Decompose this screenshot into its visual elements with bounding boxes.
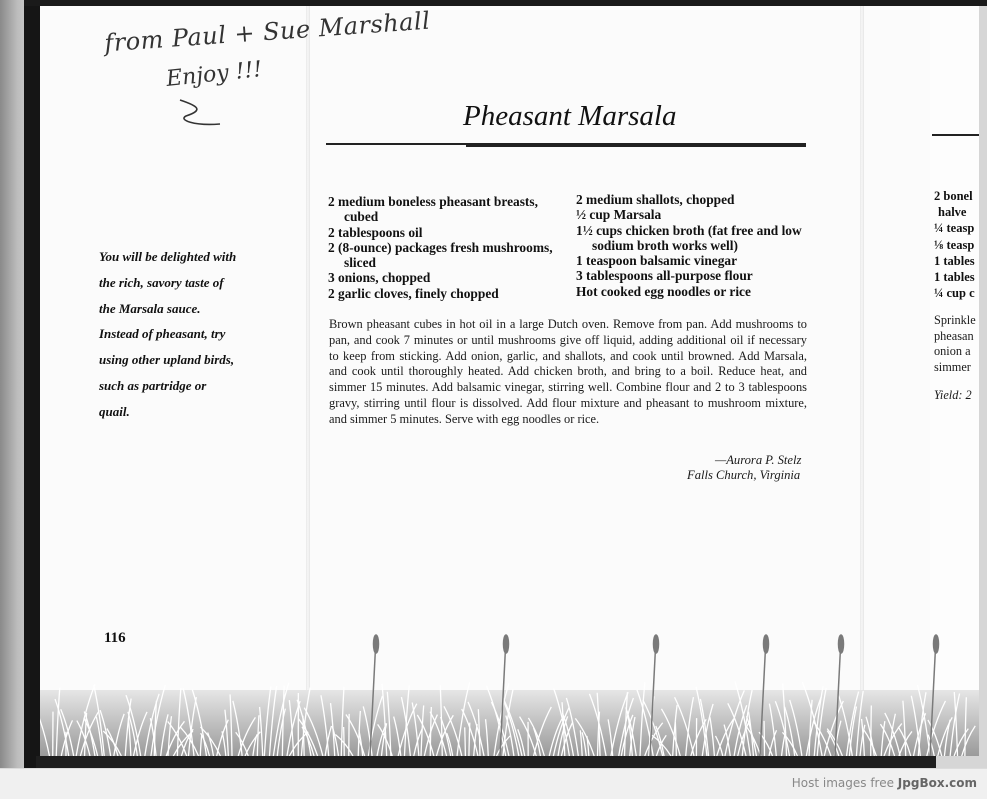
ingredient-item: 1 tables [934,253,975,268]
ingredient-item: 2 (8-ounce) packages fresh mushrooms, sliced [328,239,553,271]
ingredient-item: 3 tablespoons all-purpose flour [576,268,753,284]
sidebar-note: You will be delighted with the rich, savory taste of the Marsala sauce. Instead of pheasant, try using other upland birds, such as partridge or quail. [99,249,237,419]
image-host-footer [0,768,987,799]
host-link[interactable] [792,776,977,790]
ingredient-item: 1 tables [934,270,975,285]
next-page-yield: Yield: 2 [934,388,972,402]
ingredient-item: 2 bonel [934,189,973,203]
ingredient-item: 1½ cups chicken broth (fat free and low sodium broth works well) [576,222,802,253]
recipe-title: Pheasant Marsala [463,100,677,132]
handwritten-squiggle [176,96,226,130]
host-prefix: Host images free [791,776,898,790]
ingredients-right [576,192,816,299]
host-brand[interactable]: JpgBox.com [897,776,977,790]
ingredient-item: ½ cup Marsala [576,207,662,223]
ingredient-item: 1 teaspoon balsamic vinegar [576,253,738,269]
ingredient-item: 3 onions, chopped [328,270,431,286]
handwritten-dedication: from Paul + Sue Marshall [103,6,432,58]
ingredient-item: halve [938,205,967,220]
ingredient-item: Hot cooked egg noodles or rice [576,283,751,299]
title-rule-thick [466,143,806,147]
show-through-ghost [770,110,776,137]
ingredient-item: 2 medium boneless pheasant breasts, cubed [328,194,538,225]
page-number: 116 [104,630,126,646]
ingredient-item: ⅛ teasp [934,237,975,252]
scan-edge-bottom [36,756,936,768]
ingredient-item: ¼ cup c [934,286,975,301]
next-page-rule [932,134,979,136]
recipe-author-location: Falls Church, Virginia [687,468,801,482]
ingredient-item: 2 tablespoons oil [328,224,423,240]
ingredient-item: 2 medium shallots, chopped [576,192,735,207]
next-page-ingredients [934,188,979,301]
grass-illustration [40,620,979,756]
ingredient-item: ¼ teasp [934,221,975,236]
next-page-directions: Sprinkle pheasan onion a simmer [934,313,976,374]
recipe-author: —Aurora P. Stelz [715,453,802,467]
handwritten-enjoy: Enjoy !!! [164,57,264,92]
ingredient-item: 2 garlic cloves, finely chopped [328,285,499,301]
ingredients-left [328,194,568,301]
recipe-directions: Brown pheasant cubes in hot oil in a large Dutch oven. Remove from pan. Add mushrooms to pan, and cook 7 minutes or until mushrooms give off liquid, adding additional oil if necessary to keep from sticking. Add onion, garlic, and shallots, and cook until browned. Add Marsala, and cook until thoroughly heated. Add chicken broth, and bring to a boil. Reduce heat, and simmer 15 minutes. Add balsamic vinegar, stirring well. Combine flour and 2 to 3 tablespoons gravy, stirring until flour is dissolved. Add flour mixture and pheasant to mushroom mixture, and simmer 5 minutes. Serve with egg noodles or rice. [329,317,807,426]
scan-edge-left [24,0,40,768]
